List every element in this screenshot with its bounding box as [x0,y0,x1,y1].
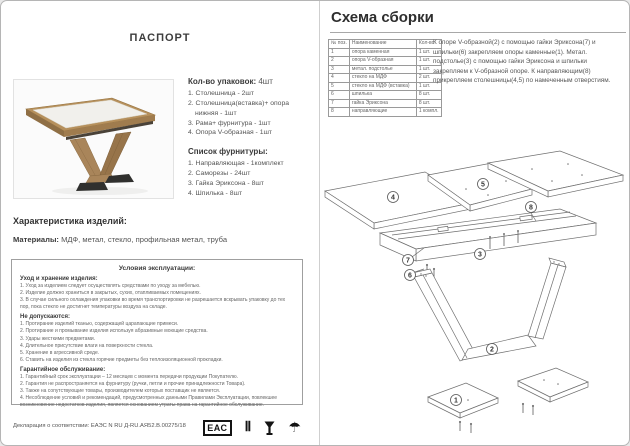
callout-4: 4 [391,194,395,202]
cell-name: опора каменная [349,48,416,57]
materials-line [13,235,309,244]
cell-name: гайка Эриксона [349,99,416,108]
hardware-item: 3. Гайка Эриксона - 8шт [188,179,264,187]
care-heading: Уход и хранение изделия: [20,276,98,282]
hardware-list [188,159,314,198]
table-photo-illustration [14,80,173,198]
packages-count: 4шт [258,77,273,86]
cell-name: опора V-образная [349,57,416,66]
keep-dry-umbrella-icon: ☂ [288,420,301,436]
care-item: 1. Уход за изделием следует осуществлять средствами по уходу за мебелью. [20,283,201,289]
cell-pos: 1 [329,48,350,57]
header-cell: № поз. [329,40,350,49]
cell-name: шпилька [349,91,416,100]
table-row [329,74,442,83]
cell-pos: 5 [329,82,350,91]
cell-pos: 4 [329,74,350,83]
not-allowed-item: 6. Ставить на изделия из стекла горячие предметы без теплоизоляционной прокладки. [20,356,223,363]
warranty-item: 4. Несоблюдение условий и рекомендаций, предусмотренных данными Правилами Эксплуатации, повлекшее возникновение недостатков изделия, является основанием утраты права на гарантийное обслуживание. [20,395,278,409]
hardware-block [188,147,314,198]
packages-heading-label: Кол-во упаковок: [188,77,257,86]
callout-8: 8 [529,204,533,212]
care-item: 3. В случае сильного охлаждения упаковки во время транспортировки не разрешается вскрывать упаковку до тех пор, пока стекло не достигнет температуры воздуха на складе. [20,297,286,311]
warranty-heading: Гарантийное обслуживание: [20,366,106,373]
cell-pos: 7 [329,99,350,108]
not-allowed-item: 1. Протирание изделий тканью, содержащей царапающие примеси. [20,321,179,328]
callout-1: 1 [454,397,458,405]
not-allowed-item: 2. Протирание и промывание изделия используя абразивные моющие средства. [20,328,208,335]
cell-qty: 2 шт. [416,74,441,83]
cell-name: стекло на МДФ [349,74,416,83]
hardware-item: 2. Саморезы - 24шт [188,170,251,178]
conditions-title: Условия эксплуатации: [118,265,196,272]
not-allowed-heading: Не допускаются: [20,314,70,321]
callout-2: 2 [490,346,494,354]
table-row [329,65,442,74]
hardware-heading: Список фурнитуры: [188,147,268,157]
product-photo [13,79,174,199]
cell-qty: 8 шт. [416,99,441,108]
package-item: 2. Столешница(вставка)+ опора нижняя - 1шт [188,99,290,117]
assembly-scheme-panel [320,1,630,446]
table-row [329,91,442,100]
cell-name: метал. подстолье [349,65,416,74]
exploded-assembly-diagram [320,109,630,445]
certification-marks [203,418,301,438]
passport-panel [1,1,319,446]
cell-pos: 6 [329,91,350,100]
table-row [329,48,442,57]
care-list [20,283,294,311]
callout-5: 5 [481,181,485,189]
header-cell: Кол-во [416,40,441,49]
roman-two-icon: Ⅱ [244,420,252,435]
not-allowed-item: 5. Хранение в агрессивной среде. [20,349,100,356]
title-rule [330,32,626,33]
cell-qty: 1 шт. [416,65,441,74]
table-row [329,82,442,91]
callout-6: 6 [408,272,412,280]
callout-7: 7 [406,257,410,265]
packages-block [188,77,314,199]
materials-value: МДФ, метал, стекло, профильная метал, труба [61,235,228,244]
not-allowed-list [20,321,294,364]
parts-table [328,39,442,117]
packages-heading [188,77,314,86]
cell-qty: 1 шт. [416,48,441,57]
cell-pos: 2 [329,57,350,66]
table-row [329,99,442,108]
hardware-item: 1. Направляющая - 1комплект [188,160,284,168]
declaration-text: Декларация о соответствии: ЕАЭС N RU Д-RU.АЯ52.В.00275/18 [13,423,186,429]
table-row [329,57,442,66]
assembly-instructions: К опоре V-образной(2) с помощью гайки Эриксона(7) и шпильки(6) закрепляем опоры каменные(1). Метал. подстолье(3) с помощью гайки Эриксона и шпильки закрепляем к V-образной опоре. К направляющим(8) прикрепляем столешницы(4,5) по намеченным отверстиям. [433,39,611,85]
cell-name: стекло на МДФ (вставка) [349,82,416,91]
passport-title: ПАСПОРТ [129,32,191,44]
warranty-item: 1. Гарантийный срок эксплуатации – 12 месяцев с момента передачи продукции Покупателю. [20,373,239,380]
not-allowed-item: 3. Удары жесткими предметами. [20,335,96,342]
header-cell: Наименование [349,40,416,49]
fragile-glassware-icon [264,421,275,436]
cell-pos: 3 [329,65,350,74]
not-allowed-item: 4. Длительное присутствие влаги на поверхности стекла. [20,342,154,349]
warranty-item: 3. Также на сопутствующие товары, производителем которых поставщик не является. [20,388,221,395]
cell-name: направляющие [349,108,416,117]
cell-qty: 1 шт. [416,57,441,66]
cell-pos: 8 [329,108,350,117]
care-item: 2. Изделие должно храниться в закрытых, сухих, отапливаемых помещениях. [20,290,201,297]
materials-label: Материалы: [13,235,59,244]
package-item: 4. Опора V-образная - 1шт [188,129,273,137]
cell-qty: 1 шт. [416,82,441,91]
warranty-item: 2. Гарантия не распространяется на фурнитуру (ручки, петли и прочие принадлежности Товара). [20,381,246,388]
warranty-list [20,374,294,409]
package-item: 1. Столешница - 2шт [188,90,254,97]
cell-qty: 8 шт. [416,91,441,100]
hardware-item: 4. Шпилька - 8шт [188,189,243,197]
operating-conditions-box [11,259,303,409]
scheme-title: Схема сборки [331,9,434,26]
package-item: 3. Рама+ фурнитура - 1шт [188,119,271,127]
declaration-row [13,418,309,438]
table-header-row [329,40,442,49]
packages-list [188,89,314,138]
eac-mark-icon: ЕАС [203,420,231,436]
characteristics-heading: Характеристика изделий: [13,216,127,226]
callout-3: 3 [478,251,482,259]
cell-qty: 1 компл. [416,108,441,117]
